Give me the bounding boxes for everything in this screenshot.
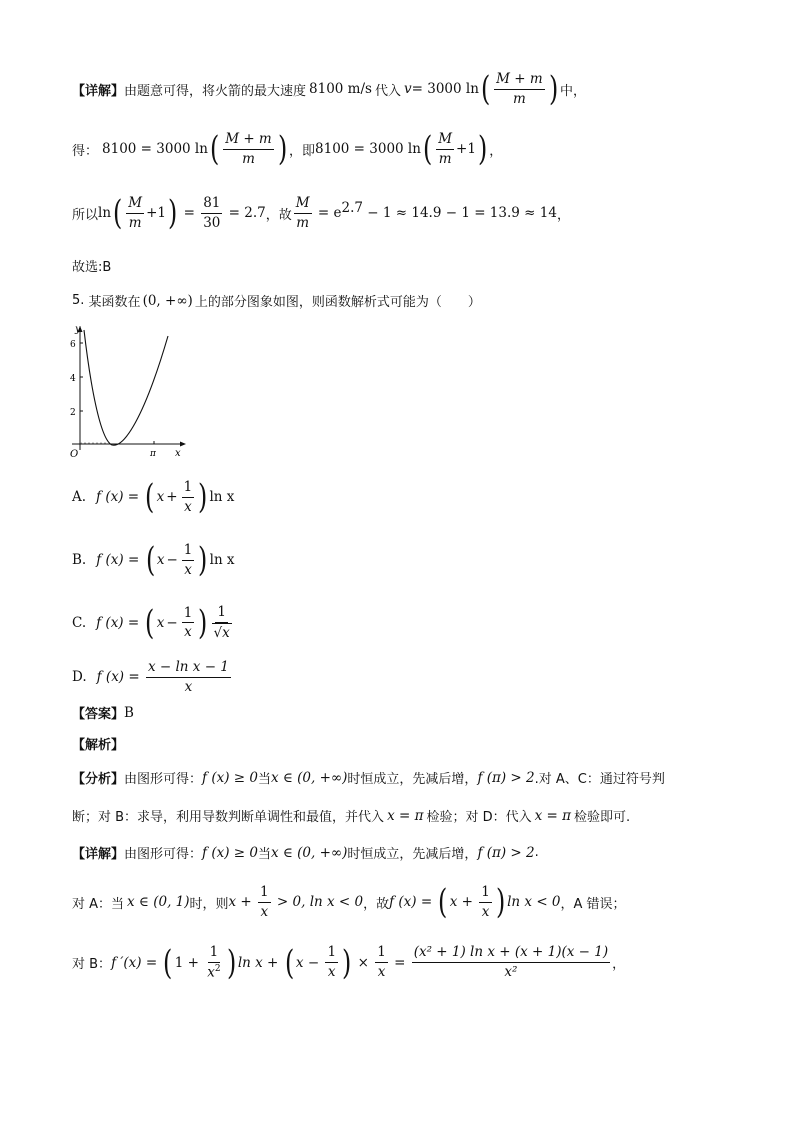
fraction: $\frac{1}{x}$ — [183, 604, 193, 641]
fraction: $\frac{1}{x}$ — [377, 944, 386, 981]
fraction: $\frac{M}{m}$ — [438, 131, 453, 167]
fraction: $\frac{M}{m}$ — [128, 195, 143, 231]
analysis-heading: 【解析】 — [72, 738, 125, 753]
function-curve — [84, 330, 168, 445]
option-c[interactable]: C. f (x) = ( x − $\frac{1}{x}$ ) $\frac{1}{√x}$ — [72, 602, 230, 643]
y-tick-6: 6 — [70, 340, 76, 350]
fraction: $\frac{1}{x}$ — [327, 944, 337, 981]
answer-heading: 【答案】 — [72, 707, 125, 722]
fraction: $\frac{81}{30}$ — [203, 195, 221, 231]
y-tick-2: 2 — [70, 408, 76, 418]
x-axis-label: x — [175, 448, 181, 459]
fraction: $\frac{\text{(x² + 1) ln x + (x + 1)(x − 1)}}{\text{x²}}$ — [413, 944, 609, 981]
option-b[interactable]: B. f (x) = ( x − $\frac{1}{x}$ ) ln x — [72, 540, 235, 581]
solution-line-3: 所以 ln ( $\frac{M}{m}$ +1 ) = $\frac{81}{30}$ = 2.7 ，故 $\frac{M}{m}$ = e 2.7 − 1 ≈ 14.9 − 1 = 13.9 ≈ 14 ， — [72, 193, 570, 234]
answer-line: 【答案】 B — [72, 704, 134, 722]
origin-label: O — [70, 449, 79, 460]
solution-line-2: 得： 8100 = 3000 ln ( $\frac{M + m}{m}$ ) ，即 8100 = 3000 ln ( $\frac{M}{m}$ +1 ) ， — [72, 129, 503, 170]
fraction: $\frac{M + m}{m}$ — [225, 131, 272, 167]
detail-heading-2: 【详解】 — [72, 847, 125, 862]
case-a-line: 对 A：当 x ∈ (0, 1) 时，则 x + $\frac{1}{x}$ > 0, ln x < 0 ，故 f (x) = ( x + $\frac{1}{x}$ ) ln x < 0 ，A 错误； — [72, 882, 626, 923]
question-5: 5. 某函数在 (0, +∞) 上的部分图象如图，则函数解析式可能为（ ） — [72, 292, 481, 310]
detail-line-2: 【详解】 由图形可得： f (x) ≥ 0 当 x ∈ (0, +∞) 时恒成立，先减后增， f (π) > 2 . — [72, 844, 539, 862]
option-a[interactable]: A. f (x) = ( x + $\frac{1}{x}$ ) ln x — [72, 477, 235, 518]
function-graph — [66, 322, 191, 462]
y-tick-4: 4 — [70, 374, 76, 384]
fraction: $\frac{M + m}{m}$ — [496, 71, 543, 107]
fraction: $\frac{1}{x}$ — [260, 884, 269, 920]
fraction: $\frac{1}{√x}$ — [213, 604, 230, 641]
fenxi-heading: 【分析】 — [72, 772, 125, 787]
fenxi-line-2: 断；对 B：求导，利用导数判断单调性和最值，并代入 x = π 检验；对 D：代入 x = π 检验即可. — [72, 807, 631, 825]
fraction: $\frac{1}{x}$ — [183, 479, 193, 515]
fraction: $\frac{M}{m}$ — [295, 195, 310, 231]
answer-choice-line: 故选:B — [72, 260, 112, 275]
case-b-line: 对 B： f ′(x) = ( 1 + $\frac{1}{x^2}$ ) ln x + ( x − $\frac{1}{x}$ ) × $\frac{1}{x}$ = $\frac{\text{(x² + 1) ln x + (x + 1)(x − 1)}}{\text{x²}}$ ， — [72, 942, 626, 983]
option-d[interactable]: D. f (x) = $\frac{\text{x − ln x − 1}}{x}$ — [72, 659, 229, 695]
fraction: $\frac{1}{x}$ — [183, 542, 193, 578]
analysis-heading-line — [72, 734, 124, 753]
fraction: $\frac{1}{x^2}$ — [207, 944, 221, 981]
fraction: $\frac{1}{x}$ — [481, 884, 490, 920]
x-tick-pi: π — [150, 449, 156, 459]
solution-line-1: 【详解】 由题意可得，将火箭的最大速度 8100 m/s 代入 v = 3000 ln ( $\frac{M + m}{m}$ ) 中， — [72, 69, 586, 110]
y-axis-label: y — [75, 324, 81, 335]
fenxi-line-1: 【分析】 由图形可得： f (x) ≥ 0 当 x ∈ (0, +∞) 时恒成立，先减后增， f (π) > 2 .对 A、C：通过符号判 — [72, 769, 665, 787]
fraction: $\frac{\text{x − ln x − 1}}{x}$ — [147, 659, 229, 695]
detail-heading: 【详解】 — [72, 83, 125, 99]
